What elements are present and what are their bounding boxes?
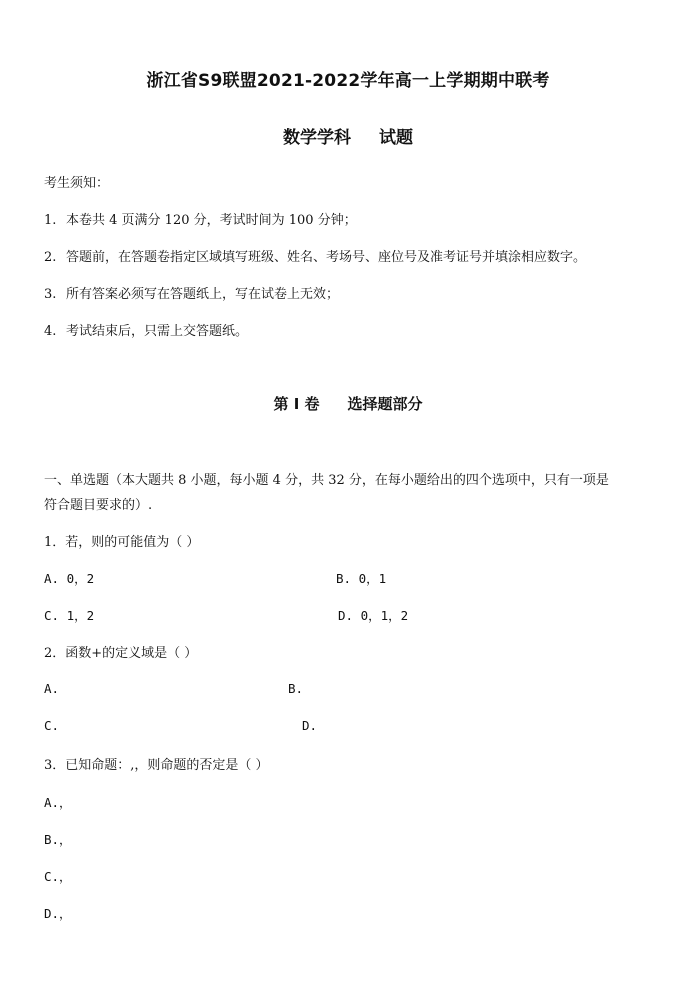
section-label: 第 I 卷 xyxy=(273,395,320,413)
instruction-text: 本卷共 4 页满分 120 分，考试时间为 100 分钟； xyxy=(66,213,357,228)
instruction-number: 4. xyxy=(44,324,57,339)
exam-title: 浙江省S9联盟2021-2022学年高一上学期期中联考 xyxy=(146,71,550,91)
instruction-item xyxy=(44,320,248,339)
instruction-text: 所有答案必须写在答题纸上，写在试卷上无效； xyxy=(66,287,340,302)
question-1-option-a: A. 0，2 xyxy=(44,571,95,586)
part-intro-line-2: 符合题目要求的）. xyxy=(44,498,153,513)
part-intro-line-1: 一、单选题（本大题共 8 小题，每小题 4 分，共 32 分，在每小题给出的四个选项中，只有一项是 xyxy=(44,473,609,488)
section-heading xyxy=(0,393,696,414)
question-1-option-c: C. 1，2 xyxy=(44,608,95,623)
exam-subtitle xyxy=(0,123,696,148)
question-2-option-b: B. xyxy=(288,681,304,696)
question-2-option-a: A. xyxy=(44,681,60,696)
question-1-option-d: D. 0，1，2 xyxy=(338,608,409,623)
instruction-text: 考试结束后，只需上交答题纸。 xyxy=(66,324,249,339)
instructions-heading: 考生须知： xyxy=(44,176,110,191)
instruction-item xyxy=(44,283,339,302)
question-3-option-b: B.， xyxy=(44,832,72,847)
subject-label: 数学学科 xyxy=(283,128,351,148)
instruction-item xyxy=(44,209,357,228)
question-3-option-a: A.， xyxy=(44,795,72,810)
question-2-stem: 2．函数+的定义域是（ ） xyxy=(44,646,198,661)
question-2-option-d: D. xyxy=(302,718,318,733)
instruction-text: 答题前，在答题卷指定区域填写班级、姓名、考场号、座位号及准考证号并填涂相应数字。 xyxy=(66,250,587,265)
paper-label: 试题 xyxy=(379,128,413,148)
section-name: 选择题部分 xyxy=(347,395,423,413)
question-1-option-b: B. 0，1 xyxy=(336,571,387,586)
question-2-option-c: C. xyxy=(44,718,60,733)
instruction-item xyxy=(44,246,586,265)
question-3-option-d: D.， xyxy=(44,906,72,921)
question-3-stem: 3．已知命题：,，则命题的否定是（ ） xyxy=(44,758,269,773)
question-3-option-c: C.， xyxy=(44,869,72,884)
question-1-stem: 1．若，则的可能值为（ ） xyxy=(44,535,200,550)
instruction-number: 1. xyxy=(44,213,57,228)
instruction-number: 2. xyxy=(44,250,57,265)
instruction-number: 3. xyxy=(44,287,57,302)
